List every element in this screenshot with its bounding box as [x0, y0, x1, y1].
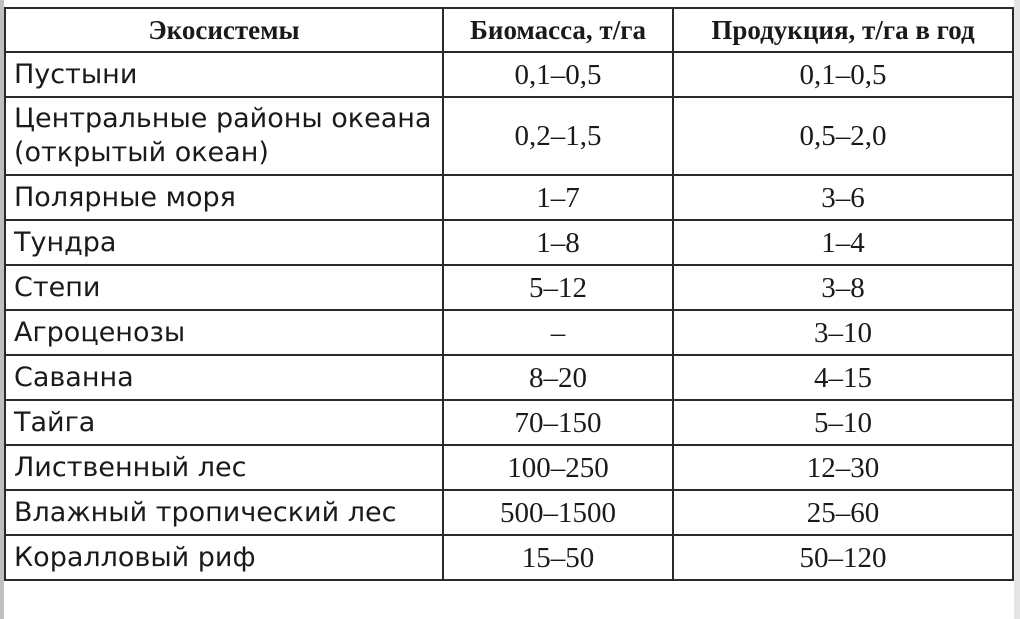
ecosystem-cell: Степи [5, 265, 443, 310]
table-row [5, 310, 1013, 355]
table-row [5, 535, 1013, 580]
ecosystem-cell: Тайга [5, 400, 443, 445]
table-row [5, 355, 1013, 400]
production-cell: 4–15 [673, 355, 1013, 400]
biomass-cell: 0,2–1,5 [443, 97, 673, 175]
table-row [5, 265, 1013, 310]
biomass-cell: 15–50 [443, 535, 673, 580]
biomass-cell: 500–1500 [443, 490, 673, 535]
table-header [5, 8, 1013, 52]
table-row [5, 97, 1013, 175]
production-cell: 0,5–2,0 [673, 97, 1013, 175]
ecosystem-cell: Коралловый риф [5, 535, 443, 580]
header-biomass: Биомасса, т/га [443, 8, 673, 52]
table-row [5, 445, 1013, 490]
table-body [5, 52, 1013, 580]
ecosystem-cell: Центральные районы океана (открытый океан) [5, 97, 443, 175]
ecosystem-cell: Влажный тропический лес [5, 490, 443, 535]
biomass-cell: 70–150 [443, 400, 673, 445]
header-production: Продукция, т/га в год [673, 8, 1013, 52]
production-cell: 0,1–0,5 [673, 52, 1013, 97]
table-row [5, 490, 1013, 535]
header-row [5, 8, 1013, 52]
ecosystem-cell: Саванна [5, 355, 443, 400]
production-cell: 1–4 [673, 220, 1013, 265]
table-row [5, 52, 1013, 97]
production-cell: 3–10 [673, 310, 1013, 355]
biomass-cell: 5–12 [443, 265, 673, 310]
biomass-cell: 8–20 [443, 355, 673, 400]
ecosystem-cell: Полярные моря [5, 175, 443, 220]
biomass-cell: 0,1–0,5 [443, 52, 673, 97]
production-cell: 12–30 [673, 445, 1013, 490]
biomass-cell: 1–8 [443, 220, 673, 265]
page-edge-right [1014, 0, 1020, 619]
production-cell: 3–8 [673, 265, 1013, 310]
ecosystem-cell: Лиственный лес [5, 445, 443, 490]
production-cell: 25–60 [673, 490, 1013, 535]
production-cell: 5–10 [673, 400, 1013, 445]
production-cell: 50–120 [673, 535, 1013, 580]
table-row [5, 175, 1013, 220]
biomass-cell: 100–250 [443, 445, 673, 490]
table-row [5, 400, 1013, 445]
biomass-cell: 1–7 [443, 175, 673, 220]
ecosystem-productivity-table [4, 7, 1014, 581]
ecosystem-cell: Агроценозы [5, 310, 443, 355]
ecosystem-cell: Пустыни [5, 52, 443, 97]
header-ecosystems: Экосистемы [5, 8, 443, 52]
production-cell: 3–6 [673, 175, 1013, 220]
ecosystem-cell: Тундра [5, 220, 443, 265]
biomass-cell: – [443, 310, 673, 355]
table-row [5, 220, 1013, 265]
